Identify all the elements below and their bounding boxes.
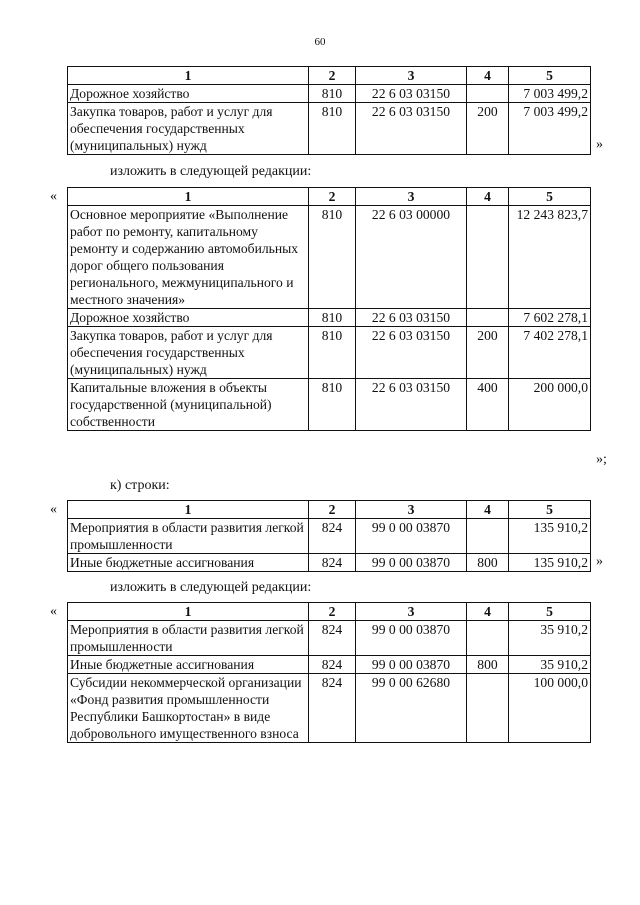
row-target-code: 99 0 00 03870 <box>356 621 467 656</box>
header-col-5: 5 <box>509 67 591 85</box>
row-amount: 135 910,2 <box>509 519 591 554</box>
row-ministry-code: 810 <box>309 309 356 327</box>
row-name: Иные бюджетные ассигнования <box>68 656 309 674</box>
row-name: Дорожное хозяйство <box>68 309 309 327</box>
row-target-code: 99 0 00 03870 <box>356 519 467 554</box>
row-ministry-code: 810 <box>309 327 356 379</box>
row-amount: 35 910,2 <box>509 621 591 656</box>
header-col-3: 3 <box>356 603 467 621</box>
closing-quote-semicolon: »; <box>596 452 607 467</box>
table-row <box>68 621 591 656</box>
row-ministry-code: 810 <box>309 379 356 431</box>
header-col-1: 1 <box>68 67 309 85</box>
row-name: Капитальные вложения в объекты государственной (муниципальной) собственности <box>68 379 309 431</box>
row-ministry-code: 824 <box>309 554 356 572</box>
table-row <box>68 309 591 327</box>
row-expense-type <box>467 674 509 743</box>
row-target-code: 22 6 03 03150 <box>356 379 467 431</box>
opening-quote: « <box>50 604 57 619</box>
row-ministry-code: 810 <box>309 85 356 103</box>
row-expense-type: 800 <box>467 656 509 674</box>
table-row <box>68 519 591 554</box>
row-amount: 7 402 278,1 <box>509 327 591 379</box>
header-col-3: 3 <box>356 188 467 206</box>
row-name: Мероприятия в области развития легкой промышленности <box>68 519 309 554</box>
row-expense-type <box>467 206 509 309</box>
row-amount: 135 910,2 <box>509 554 591 572</box>
edit-instruction-1: изложить в следующей редакции: <box>110 164 312 179</box>
closing-quote: » <box>596 137 603 152</box>
table-row <box>68 85 591 103</box>
edit-instruction-2: изложить в следующей редакции: <box>110 580 312 595</box>
header-col-2: 2 <box>309 603 356 621</box>
row-expense-type <box>467 85 509 103</box>
table-row <box>68 656 591 674</box>
row-ministry-code: 824 <box>309 674 356 743</box>
row-name: Дорожное хозяйство <box>68 85 309 103</box>
row-expense-type <box>467 519 509 554</box>
row-expense-type: 800 <box>467 554 509 572</box>
row-expense-type <box>467 309 509 327</box>
row-amount: 100 000,0 <box>509 674 591 743</box>
row-name: Закупка товаров, работ и услуг для обеспечения государственных (муниципальных) нужд <box>68 103 309 155</box>
table-row <box>68 379 591 431</box>
row-target-code: 99 0 00 62680 <box>356 674 467 743</box>
header-col-3: 3 <box>356 501 467 519</box>
row-amount: 200 000,0 <box>509 379 591 431</box>
opening-quote: « <box>50 189 57 204</box>
table-row <box>68 327 591 379</box>
row-target-code: 22 6 03 03150 <box>356 327 467 379</box>
header-col-2: 2 <box>309 67 356 85</box>
header-col-3: 3 <box>356 67 467 85</box>
row-amount: 35 910,2 <box>509 656 591 674</box>
table-row <box>68 554 591 572</box>
row-ministry-code: 824 <box>309 621 356 656</box>
row-ministry-code: 810 <box>309 103 356 155</box>
header-col-4: 4 <box>467 603 509 621</box>
header-col-4: 4 <box>467 67 509 85</box>
table-header-row <box>68 67 591 85</box>
row-ministry-code: 824 <box>309 519 356 554</box>
row-amount: 7 003 499,2 <box>509 103 591 155</box>
row-target-code: 22 6 03 03150 <box>356 103 467 155</box>
header-col-5: 5 <box>509 603 591 621</box>
budget-table-1 <box>67 66 591 155</box>
row-ministry-code: 824 <box>309 656 356 674</box>
header-col-5: 5 <box>509 501 591 519</box>
header-col-2: 2 <box>309 501 356 519</box>
row-target-code: 22 6 03 03150 <box>356 85 467 103</box>
row-target-code: 22 6 03 00000 <box>356 206 467 309</box>
header-col-1: 1 <box>68 188 309 206</box>
closing-quote: » <box>596 554 603 569</box>
header-col-4: 4 <box>467 188 509 206</box>
table-header-row <box>68 188 591 206</box>
row-amount: 7 602 278,1 <box>509 309 591 327</box>
section-k-heading: к) строки: <box>110 478 170 493</box>
row-expense-type: 400 <box>467 379 509 431</box>
row-name: Мероприятия в области развития легкой промышленности <box>68 621 309 656</box>
row-amount: 12 243 823,7 <box>509 206 591 309</box>
row-target-code: 22 6 03 03150 <box>356 309 467 327</box>
table-row <box>68 206 591 309</box>
row-ministry-code: 810 <box>309 206 356 309</box>
table-row <box>68 103 591 155</box>
row-name: Закупка товаров, работ и услуг для обеспечения государственных (муниципальных) нужд <box>68 327 309 379</box>
header-col-4: 4 <box>467 501 509 519</box>
row-expense-type <box>467 621 509 656</box>
budget-table-3 <box>67 500 591 572</box>
budget-table-2 <box>67 187 591 431</box>
table-header-row <box>68 501 591 519</box>
row-name: Иные бюджетные ассигнования <box>68 554 309 572</box>
header-col-1: 1 <box>68 501 309 519</box>
header-col-5: 5 <box>509 188 591 206</box>
table-header-row <box>68 603 591 621</box>
row-name: Субсидии некоммерческой организации «Фонд развития промышленности Республики Башкортостан» в виде добровольного имущественного взноса <box>68 674 309 743</box>
header-col-2: 2 <box>309 188 356 206</box>
header-col-1: 1 <box>68 603 309 621</box>
row-expense-type: 200 <box>467 327 509 379</box>
row-expense-type: 200 <box>467 103 509 155</box>
row-target-code: 99 0 00 03870 <box>356 554 467 572</box>
page-number: 60 <box>314 36 326 48</box>
table-row <box>68 674 591 743</box>
row-target-code: 99 0 00 03870 <box>356 656 467 674</box>
budget-table-4 <box>67 602 591 743</box>
row-name: Основное мероприятие «Выполнение работ по ремонту, капитальному ремонту и содержанию автомобильных дорог общего пользования регионального, межмуниципального и местного значения» <box>68 206 309 309</box>
row-amount: 7 003 499,2 <box>509 85 591 103</box>
opening-quote: « <box>50 502 57 517</box>
